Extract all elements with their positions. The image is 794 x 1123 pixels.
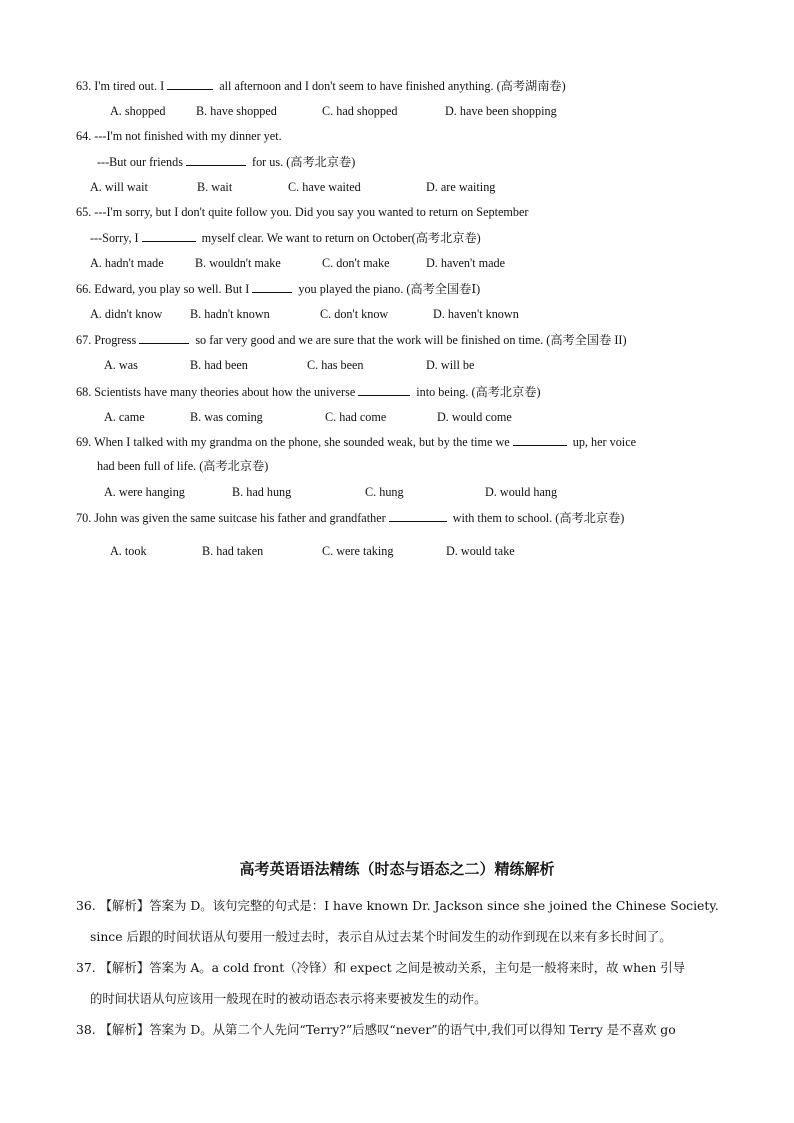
question-text: I'm tired out. I bbox=[94, 79, 165, 93]
option-c: C. hung bbox=[365, 485, 404, 499]
question-number: 69. bbox=[76, 435, 92, 449]
question-number: 68. bbox=[76, 385, 92, 399]
question-text: into being. (高考北京卷) bbox=[416, 385, 541, 399]
explanation-number: 36. bbox=[76, 898, 96, 913]
option-b: B. was coming bbox=[190, 410, 263, 424]
option-d: D. would hang bbox=[485, 485, 558, 499]
option-b: B. had hung bbox=[232, 485, 292, 499]
option-c: C. don't make bbox=[322, 256, 390, 270]
section-title: 高考英语语法精练（时态与语态之二）精练解析 bbox=[239, 860, 555, 878]
question-number: 67. bbox=[76, 333, 92, 347]
question-text: up, her voice bbox=[572, 435, 637, 449]
option-c: C. were taking bbox=[322, 544, 394, 558]
option-c: C. had shopped bbox=[322, 104, 398, 118]
option-d: D. have been shopping bbox=[445, 104, 557, 118]
question-number: 63. bbox=[76, 79, 92, 93]
question-text: ---Sorry, I bbox=[90, 231, 139, 245]
question-text: for us. (高考北京卷) bbox=[252, 155, 356, 169]
option-d: D. will be bbox=[426, 358, 475, 372]
option-a: A. took bbox=[110, 544, 147, 558]
answer-blank bbox=[513, 433, 567, 446]
explanation-text: 【解析】答案为 D。该句完整的句式是：I have known Dr. Jackson since she joined the Chinese Society. bbox=[99, 898, 719, 913]
explanation-37 bbox=[76, 959, 685, 977]
question-66 bbox=[76, 280, 480, 297]
question-65-line2 bbox=[90, 229, 481, 246]
question-63 bbox=[76, 77, 566, 94]
question-68 bbox=[76, 383, 541, 400]
option-a: A. didn't know bbox=[90, 307, 163, 321]
question-number: 64. bbox=[76, 129, 92, 143]
explanation-37-line2: 的时间状语从句应该用一般现在时的被动语态表示将来要被发生的动作。 bbox=[90, 991, 487, 1006]
question-text: Edward, you play so well. But I bbox=[94, 282, 250, 296]
explanation-number: 38. bbox=[76, 1022, 96, 1037]
explanation-36-line2: since 后跟的时间状语从句要用一般过去时，表示自从过去某个时间发生的动作到现在以来有多长时间了。 bbox=[90, 929, 672, 944]
answer-blank bbox=[186, 153, 246, 166]
question-number: 70. bbox=[76, 511, 92, 525]
question-69-line2: had been full of life. (高考北京卷) bbox=[97, 459, 269, 473]
option-a: A. will wait bbox=[90, 180, 148, 194]
question-65 bbox=[76, 204, 528, 220]
question-text: ---I'm sorry, but I don't quite follow you. Did you say you wanted to return on September bbox=[94, 205, 529, 219]
question-text: When I talked with my grandma on the phone, she sounded weak, but by the time we bbox=[94, 435, 510, 449]
question-number: 65. bbox=[76, 205, 92, 219]
option-b: B. wait bbox=[197, 180, 233, 194]
option-a: A. were hanging bbox=[104, 485, 185, 499]
option-c: C. have waited bbox=[288, 180, 361, 194]
answer-blank bbox=[358, 383, 410, 396]
question-text: Scientists have many theories about how the universe bbox=[94, 385, 356, 399]
answer-blank bbox=[252, 280, 292, 293]
explanation-text: 【解析】答案为 D。从第二个人先问“Terry?”后感叹“never”的语气中,我们可以得知 Terry 是不喜欢 go bbox=[99, 1022, 676, 1037]
answer-blank bbox=[167, 77, 213, 90]
option-b: B. have shopped bbox=[196, 104, 277, 118]
option-a: A. came bbox=[104, 410, 145, 424]
question-70 bbox=[76, 509, 624, 526]
question-64-line2 bbox=[97, 153, 355, 170]
option-b: B. had been bbox=[190, 358, 248, 372]
option-a: A. was bbox=[104, 358, 138, 372]
question-number: 66. bbox=[76, 282, 92, 296]
option-c: C. had come bbox=[325, 410, 387, 424]
explanation-38 bbox=[76, 1021, 676, 1039]
question-text: so far very good and we are sure that the work will be finished on time. (高考全国卷 II) bbox=[195, 333, 627, 347]
option-d: D. haven't made bbox=[426, 256, 506, 270]
option-d: D. would take bbox=[446, 544, 515, 558]
option-a: A. shopped bbox=[110, 104, 166, 118]
option-b: B. hadn't known bbox=[190, 307, 270, 321]
question-text: all afternoon and I don't seem to have finished anything. (高考湖南卷) bbox=[219, 79, 566, 93]
question-text: you played the piano. (高考全国卷Ⅰ) bbox=[298, 282, 481, 296]
question-69 bbox=[76, 433, 636, 450]
question-text: ---I'm not finished with my dinner yet. bbox=[94, 129, 282, 143]
question-text: ---But our friends bbox=[97, 155, 183, 169]
option-c: C. don't know bbox=[320, 307, 389, 321]
option-b: B. had taken bbox=[202, 544, 264, 558]
explanation-text: 【解析】答案为 A。a cold front（冷锋）和 expect 之间是被动关系，主句是一般将来时，故 when 引导 bbox=[99, 960, 686, 975]
question-text: John was given the same suitcase his father and grandfather bbox=[94, 511, 386, 525]
explanation-number: 37. bbox=[76, 960, 96, 975]
answer-blank bbox=[389, 509, 447, 522]
question-text: Progress bbox=[94, 333, 137, 347]
question-text: myself clear. We want to return on October(高考北京卷) bbox=[201, 231, 481, 245]
question-text: with them to school. (高考北京卷) bbox=[452, 511, 625, 525]
option-d: D. haven't known bbox=[433, 307, 519, 321]
option-d: D. would come bbox=[437, 410, 512, 424]
option-b: B. wouldn't make bbox=[195, 256, 281, 270]
option-a: A. hadn't made bbox=[90, 256, 164, 270]
question-64 bbox=[76, 128, 282, 144]
answer-blank bbox=[139, 331, 189, 344]
answer-blank bbox=[142, 229, 196, 242]
explanation-36 bbox=[76, 897, 719, 915]
option-d: D. are waiting bbox=[426, 180, 496, 194]
question-67 bbox=[76, 331, 627, 348]
option-c: C. has been bbox=[307, 358, 364, 372]
